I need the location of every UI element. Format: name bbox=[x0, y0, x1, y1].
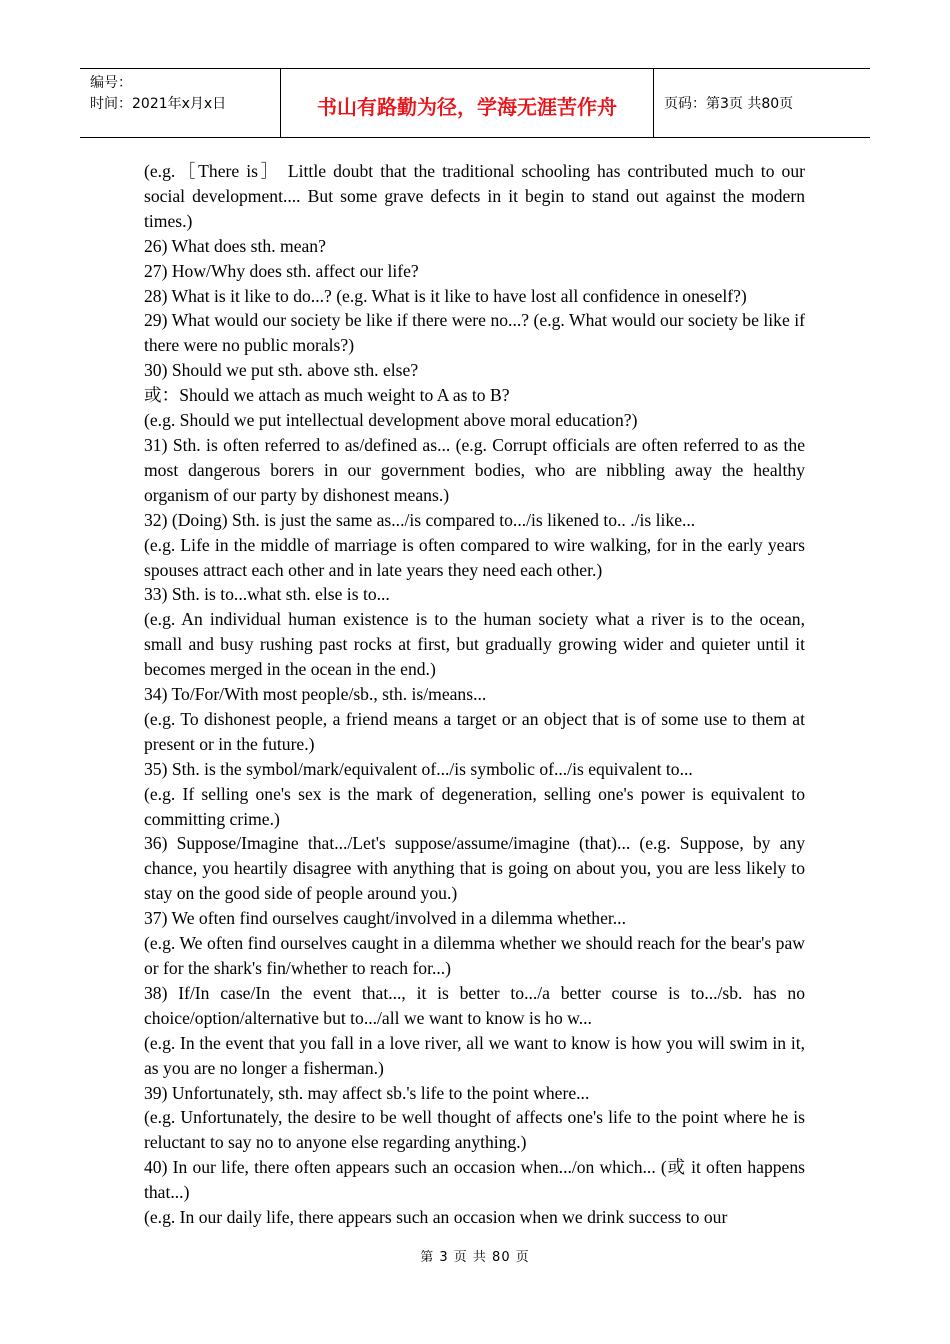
paragraph: (e.g. In our daily life, there appears such an occasion when we drink success to our bbox=[144, 1207, 728, 1228]
page-footer bbox=[0, 1246, 950, 1265]
motto-text: 书山有路勤为径，学海无涯苦作舟 bbox=[317, 94, 617, 119]
paragraph: 37) We often find ourselves caught/involved in a dilemma whether... bbox=[144, 908, 626, 929]
paragraph: 26) What does sth. mean? bbox=[144, 235, 326, 256]
paragraph: 32) (Doing) Sth. is just the same as.../is compared to.../is likened to.. ./is like... bbox=[144, 509, 696, 530]
number-label: 编号： bbox=[90, 75, 132, 91]
paragraph: (e.g. Life in the middle of marriage is often compared to wire walking, for in the early years spouses attract each other and in late years they need each other.) bbox=[144, 534, 805, 580]
paragraph: (e.g. Should we put intellectual development above moral education?) bbox=[144, 410, 638, 431]
paragraph: 31) Sth. is often referred to as/defined as... (e.g. Corrupt officials are often referred to as the most dangerous borers in our government bodies, who are nibbling away the healthy organism of our party by dishonest means.) bbox=[144, 434, 805, 505]
header-page-cell bbox=[654, 69, 870, 137]
paragraph: 29) What would our society be like if there were no...? (e.g. What would our society be like if there were no public morals?) bbox=[144, 310, 805, 356]
paragraph: 27) How/Why does sth. affect our life? bbox=[144, 260, 419, 281]
paragraph: (e.g. To dishonest people, a friend means a target or an object that is of some use to them at present or in the future.) bbox=[144, 708, 805, 754]
paragraph: 40) In our life, there often appears such an occasion when.../on which... (或 it often happens that...) bbox=[144, 1157, 805, 1203]
paragraph: (e.g. In the event that you fall in a love river, all we want to know is how you will swim in it, as you are no longer a fisherman.) bbox=[144, 1032, 805, 1078]
page-info: 页码：第3页 共80页 bbox=[664, 96, 794, 112]
paragraph: 35) Sth. is the symbol/mark/equivalent of.../is symbolic of.../is equivalent to... bbox=[144, 758, 693, 779]
paragraph: (e.g. We often find ourselves caught in a dilemma whether we should reach for the bear's paw or for the shark's fin/whether to reach for...) bbox=[144, 933, 805, 978]
paragraph: 36) Suppose/Imagine that.../Let's suppose/assume/imagine (that)... (e.g. Suppose, by any chance, you heartily disagree with anything that is going on about you, you are less likely to stay on the good side of people around you.) bbox=[144, 833, 805, 904]
paragraph: (e.g. Unfortunately, the desire to be well thought of affects one's life to the point where he is reluctant to say no to anyone else regarding anything.) bbox=[144, 1107, 805, 1153]
paragraph: (e.g.［There is］ Little doubt that the traditional schooling has contributed much to our social development.... But some grave defects in it begin to stand out against the modern times.) bbox=[144, 161, 805, 231]
paragraph: (e.g. An individual human existence is to the human society what a river is to the ocean, small and busy rushing past rocks at first, but gradually growing wider and quieter until it becomes merged in the ocean in the end.) bbox=[144, 609, 805, 680]
document-body bbox=[144, 159, 805, 1230]
paragraph: 28) What is it like to do...? (e.g. What is it like to have lost all confidence in oneself?) bbox=[144, 285, 747, 306]
paragraph: 30) Should we put sth. above sth. else? bbox=[144, 360, 419, 381]
paragraph: 33) Sth. is to...what sth. else is to... bbox=[144, 584, 390, 605]
paragraph: 或：Should we attach as much weight to A as to B? bbox=[144, 385, 510, 406]
header-table bbox=[80, 68, 870, 138]
paragraph: 38) If/In case/In the event that..., it is better to.../a better course is to.../sb. has no choice/option/alternative but to.../all we want to know is ho w... bbox=[144, 982, 805, 1028]
header-meta-cell bbox=[80, 69, 281, 137]
footer-page-number: 第 3 页 共 80 页 bbox=[420, 1250, 530, 1265]
paragraph: (e.g. If selling one's sex is the mark of degeneration, selling one's power is equivalent to committing crime.) bbox=[144, 783, 805, 829]
header-motto-cell bbox=[281, 69, 654, 137]
time-label: 时间：2021年x月x日 bbox=[90, 96, 227, 112]
paragraph: 34) To/For/With most people/sb., sth. is/means... bbox=[144, 684, 487, 705]
paragraph: 39) Unfortunately, sth. may affect sb.'s life to the point where... bbox=[144, 1082, 590, 1103]
